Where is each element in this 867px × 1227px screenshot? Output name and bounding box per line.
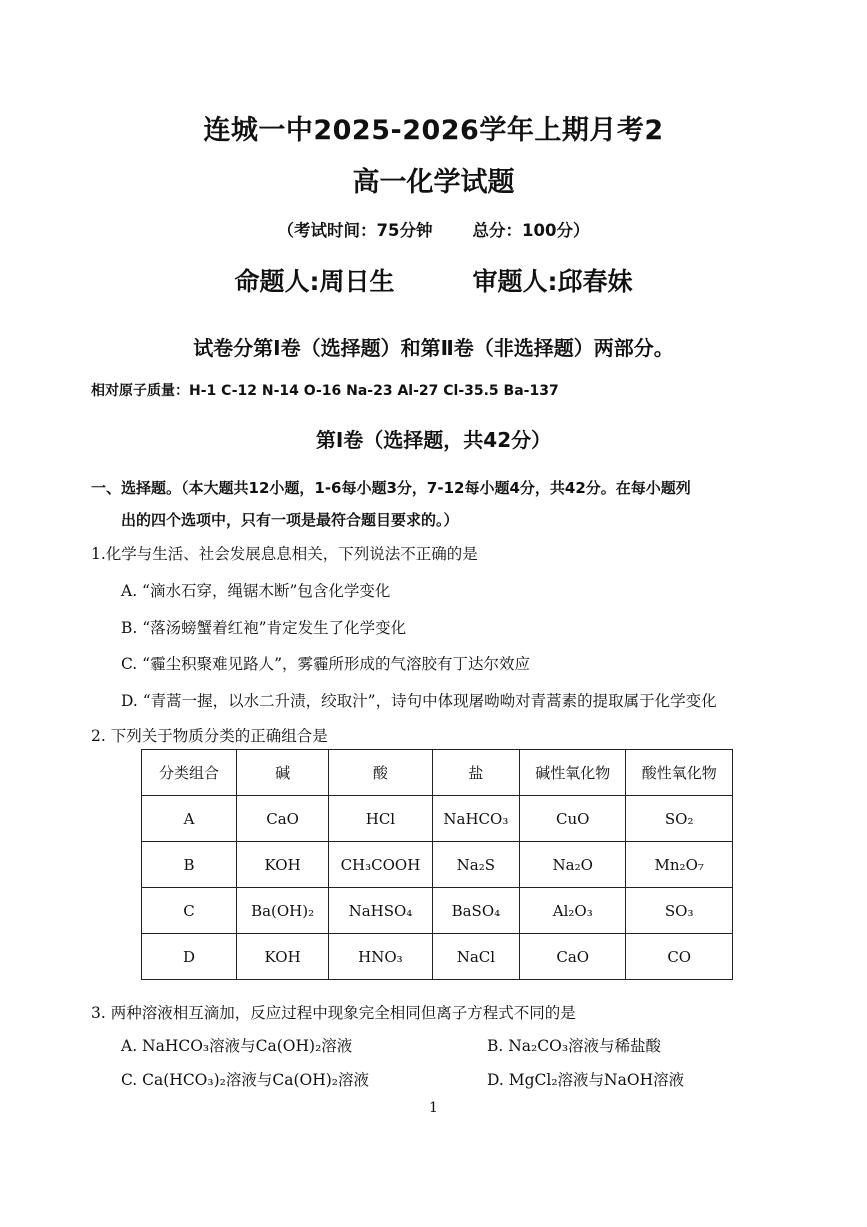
table-cell: A: [142, 796, 237, 842]
table-cell: BaSO₄: [432, 888, 519, 934]
section-instruction-line1: 一、选择题。（本大题共12小题，1-6每小题3分，7-12每小题4分，共42分。在每小题列: [91, 479, 691, 497]
question-3-option-d: D. MgCl₂溶液与NaOH溶液: [487, 1071, 685, 1089]
question-2-stem: 2. 下列关于物质分类的正确组合是: [91, 727, 328, 745]
page-number: 1: [429, 1100, 438, 1116]
structure-note: 试卷分第Ⅰ卷（选择题）和第Ⅱ卷（非选择题）两部分。: [193, 336, 674, 360]
table-cell: SO₃: [626, 888, 733, 934]
table-row: [142, 934, 733, 980]
table-header-cell: 分类组合: [142, 750, 237, 796]
authors: [0, 262, 867, 298]
table-cell: KOH: [236, 934, 328, 980]
exam-info: [0, 217, 867, 241]
table-cell: Mn₂O₇: [626, 842, 733, 888]
table-header-row: [142, 750, 733, 796]
question-1-option-c: C. “霾尘积聚难见路人”，雾霾所形成的气溶胶有丁达尔效应: [121, 655, 531, 673]
question-3-stem: 3. 两种溶液相互滴加，反应过程中现象完全相同但离子方程式不同的是: [91, 1004, 576, 1022]
table-cell: CaO: [236, 796, 328, 842]
table-row: [142, 796, 733, 842]
table-cell: NaCl: [432, 934, 519, 980]
table-cell: Ba(OH)₂: [236, 888, 328, 934]
table-header-cell: 酸性氧化物: [626, 750, 733, 796]
table-cell: HNO₃: [329, 934, 432, 980]
author: 命题人:周日生: [234, 267, 395, 296]
question-3-option-b: B. Na₂CO₃溶液与稀盐酸: [487, 1037, 662, 1055]
table-header-cell: 酸: [329, 750, 432, 796]
table-cell: HCl: [329, 796, 432, 842]
table-cell: Na₂S: [432, 842, 519, 888]
question-1-option-a: A. “滴水石穿，绳锯木断”包含化学变化: [121, 582, 391, 600]
table-cell: NaHCO₃: [432, 796, 519, 842]
table-row: [142, 888, 733, 934]
atomic-masses: 相对原子质量：H-1 C-12 N-14 O-16 Na-23 Al-27 Cl-35.5 Ba-137: [91, 383, 559, 399]
question-3-option-c: C. Ca(HCO₃)₂溶液与Ca(OH)₂溶液: [121, 1071, 370, 1089]
table-cell: B: [142, 842, 237, 888]
table-cell: C: [142, 888, 237, 934]
section-heading: 第Ⅰ卷（选择题，共42分）: [315, 428, 552, 452]
exam-title: 连城一中2025-2026学年上期月考2: [203, 115, 664, 146]
table-row: [142, 842, 733, 888]
question-3-option-a: A. NaHCO₃溶液与Ca(OH)₂溶液: [121, 1037, 353, 1055]
table-cell: CaO: [520, 934, 626, 980]
table-header-cell: 碱性氧化物: [520, 750, 626, 796]
reviewer: 审题人:邱春妹: [472, 267, 633, 296]
table-cell: SO₂: [626, 796, 733, 842]
exam-time: （考试时间：75分钟: [277, 221, 433, 240]
table-cell: NaHSO₄: [329, 888, 432, 934]
classification-table: [141, 749, 733, 980]
question-1-option-d: D. “青蒿一握，以水二升渍，绞取汁”，诗句中体现屠呦呦对青蒿素的提取属于化学变化: [121, 692, 717, 710]
table-cell: CuO: [520, 796, 626, 842]
question-1-stem: 1.化学与生活、社会发展息息相关，下列说法不正确的是: [91, 545, 478, 563]
table-cell: CO: [626, 934, 733, 980]
table-cell: Al₂O₃: [520, 888, 626, 934]
table-header-cell: 碱: [236, 750, 328, 796]
table-header-cell: 盐: [432, 750, 519, 796]
question-1-option-b: B. “落汤螃蟹着红袍”肯定发生了化学变化: [121, 619, 407, 637]
subject-title: 高一化学试题: [352, 167, 515, 198]
table-cell: D: [142, 934, 237, 980]
table-cell: KOH: [236, 842, 328, 888]
table-cell: CH₃COOH: [329, 842, 432, 888]
total-score: 总分：100分）: [472, 221, 590, 240]
section-instruction-line2: 出的四个选项中，只有一项是最符合题目要求的。）: [121, 511, 459, 529]
table-cell: Na₂O: [520, 842, 626, 888]
